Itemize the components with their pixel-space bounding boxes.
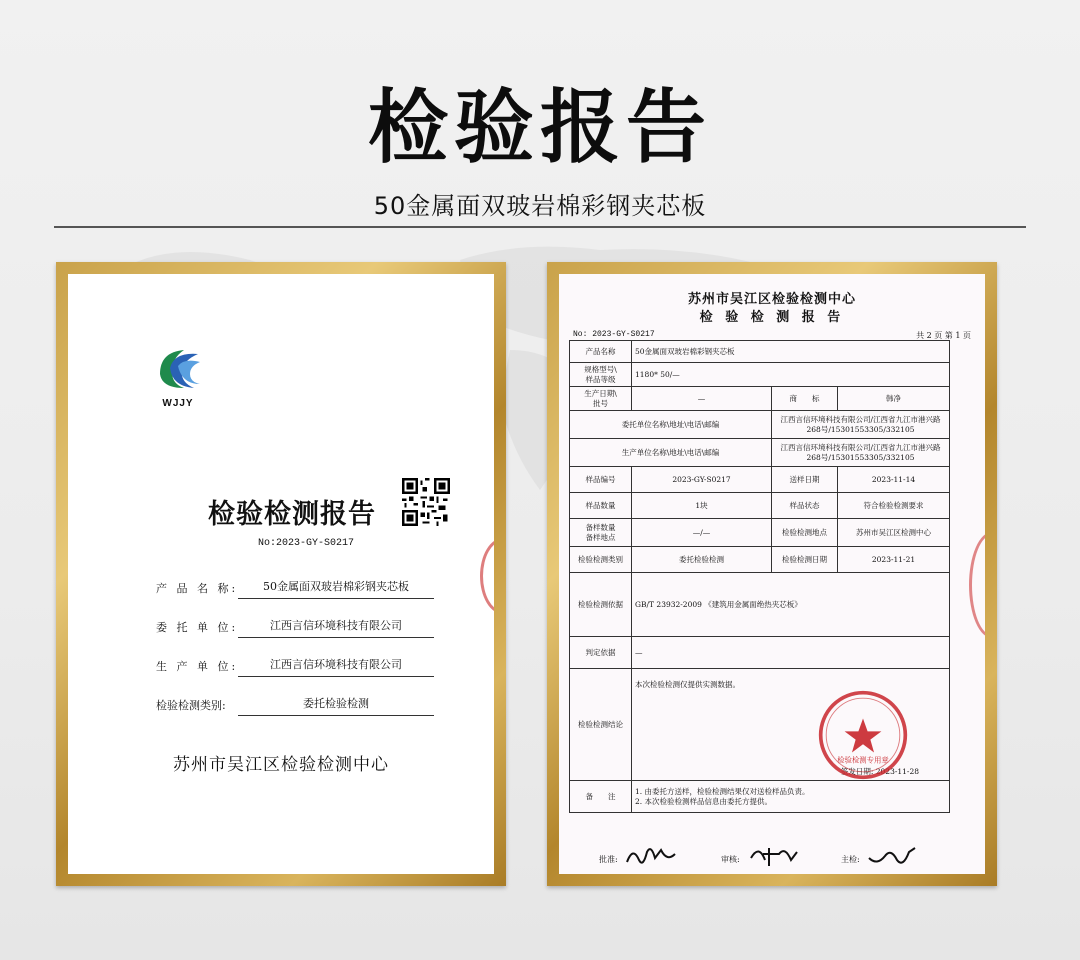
signature-row [599,840,969,874]
report-no: No: 2023-GY-S0217 [573,330,655,339]
table-row [570,519,950,547]
cover-row-type [156,693,436,717]
official-seal-icon [817,689,909,781]
table-row [570,439,950,467]
cell-value: —/— [632,519,772,547]
cell-value: 江西言信环境科技有限公司/江西省九江市港兴路268号/15301553305/332105 [772,411,950,439]
table-row [570,573,950,637]
table-row [570,637,950,669]
title-divider [54,226,1026,228]
cover-title: 检验检测报告 [208,499,376,530]
report-page [559,274,985,874]
note-line: 2. 本次检验检测样品信息由委托方提供。 [635,796,773,806]
reviewer-signature [745,840,805,870]
cell-value: 符合检验检测要求 [838,493,950,519]
table-row [570,341,950,363]
cell-label: 检验检测地点 [772,519,838,547]
cell-label: 备 注 [570,781,632,813]
conclusion-text: 本次检验检测仅提供实测数据。 [635,680,740,689]
table-row [570,467,950,493]
partial-stamp [969,532,985,638]
report-title: 检 验 检 测 报 告 [699,310,845,325]
product-subtitle: 50金属面双玻岩棉彩钢夹芯板 [373,192,707,220]
report-page-count: 共 2 页 第 1 页 [916,331,971,340]
cover-frame [56,262,506,886]
seal-label: 检验检测专用章 [837,755,889,765]
cover-label: 委 托 单 位: [156,621,239,634]
sign-date-value: 2023-11-28 [875,766,919,776]
cell-label: 规格型号\ 样品等级 [570,363,632,387]
report-organization: 苏州市吴江区检验检测中心 [687,292,856,307]
cover-label: 产 品 名 称: [156,582,239,595]
cell-value: — [632,387,772,411]
cover-organization: 苏州市吴江区检验检测中心 [173,755,389,775]
notes-cell [632,781,950,813]
cell-label: 生产单位名称\地址\电话\邮编 [570,439,772,467]
cell-label: 送样日期 [772,467,838,493]
sign-date-label: 签发日期: [840,766,874,776]
cell-label: 检验检测依据 [570,573,632,637]
table-row [570,781,950,813]
cell-value: 2023-11-21 [838,547,950,573]
cell-label: 检验检测结论 [570,669,632,781]
table-row [570,411,950,439]
table-row [570,547,950,573]
cell-label: 备样数量 备样地点 [570,519,632,547]
cover-value: 委托检验检测 [238,693,434,716]
cell-value: GB/T 23932-2009 《建筑用金属面绝热夹芯板》 [632,573,950,637]
inspector-signature [865,840,925,870]
cover-page [68,274,494,874]
cell-label: 生产日期\ 批号 [570,387,632,411]
cover-row-producer [156,654,436,678]
approve-label: 批准: [599,855,618,864]
cell-label: 样品编号 [570,467,632,493]
note-line: 1. 由委托方送样，检验检测结果仅对送检样品负责。 [635,787,810,797]
approver-signature [623,840,683,870]
cell-label: 委托单位名称\地址\电话\邮编 [570,411,772,439]
cell-value: 1块 [632,493,772,519]
report-frame [547,262,997,886]
table-row [570,387,950,411]
cover-value: 江西言信环境科技有限公司 [238,615,434,638]
cover-label: 生 产 单 位: [156,660,239,673]
cover-report-no: No:2023-GY-S0217 [258,538,355,549]
cover-row-product [156,576,436,600]
table-row [570,363,950,387]
partial-stamp [480,538,494,614]
cell-label: 检验检测类别 [570,547,632,573]
cell-value: 委托检验检测 [632,547,772,573]
cell-label: 产品名称 [570,341,632,363]
logo-text: WJJY [162,398,194,409]
cell-value: 1180* 50/— [632,363,950,387]
cell-label: 样品状态 [772,493,838,519]
review-label: 审核: [721,855,740,864]
wjjy-logo-icon [154,344,202,396]
cell-label: 样品数量 [570,493,632,519]
table-row [570,493,950,519]
cell-label: 检验检测日期 [772,547,838,573]
cell-label: 商 标 [772,387,838,411]
cell-value: 韩净 [838,387,950,411]
cell-label: 判定依据 [570,637,632,669]
main-inspector-label: 主检: [841,855,860,864]
cell-value: 2023-GY-S0217 [632,467,772,493]
cover-row-client [156,615,436,639]
cover-value: 江西言信环境科技有限公司 [238,654,434,677]
qr-code-icon [402,478,450,526]
cell-value: 2023-11-14 [838,467,950,493]
cell-value: 苏州市吴江区检测中心 [838,519,950,547]
cell-value: 江西言信环境科技有限公司/江西省九江市港兴路268号/15301553305/332105 [772,439,950,467]
page-title: 检验报告 [368,81,712,174]
cell-value: — [632,637,950,669]
cover-value: 50金属面双玻岩棉彩钢夹芯板 [238,576,434,599]
cover-label: 检验检测类别: [156,699,226,712]
cell-value: 50金属面双玻岩棉彩钢夹芯板 [632,341,950,363]
